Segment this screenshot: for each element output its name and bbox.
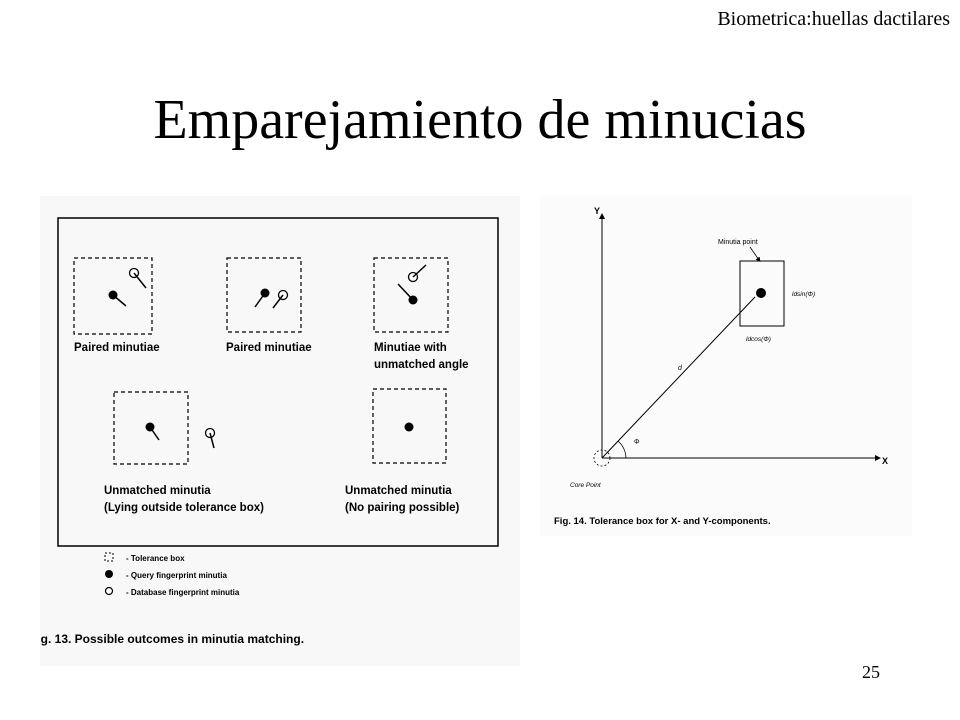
label-unmatched-angle-2: unmatched angle [374,359,469,371]
figure-13-drawing [40,196,520,666]
minutia-point-label: Minutia point [718,239,758,246]
label-outside-1: Unmatched minutia [104,485,211,497]
core-point-label: Core Point [570,482,601,489]
phi-label: Φ [634,439,640,446]
legend-database: - Database fingerprint minutia [126,588,240,597]
legend-query: - Query fingerprint minutia [126,571,227,580]
fig13-caption: Fig. 13. Possible outcomes in minutia matching. [40,632,305,646]
dsin-label: ldsin(Φ) [792,291,816,298]
fig14-caption: Fig. 14. Tolerance box for X- and Y-components. [554,516,771,527]
legend-query-icon [105,570,113,578]
slide-title: Emparejamiento de minucias [153,89,807,151]
header-subject: Biometrica:huellas dactilares [717,8,950,30]
d-label: d [678,365,682,372]
dcos-label: ldcos(Φ) [746,336,771,343]
label-paired-2: Paired minutiae [226,342,312,354]
angle-arc [618,441,626,458]
legend-tolerance-box-icon [105,553,113,561]
page-number: 25 [862,662,880,682]
label-outside-2: (Lying outside tolerance box) [104,502,264,514]
label-paired-1: Paired minutiae [74,342,160,354]
legend-tolerance-box: - Tolerance box [126,554,185,563]
figure-14 [540,196,912,536]
figure-14-drawing [540,196,912,536]
tolerance-box [374,258,448,332]
legend-database-icon [106,588,113,595]
label-nopair-1: Unmatched minutia [345,485,452,497]
label-unmatched-angle-1: Minutiae with [374,342,447,354]
figure-13 [40,196,520,666]
y-axis-label: Y [594,206,601,216]
query-minutia [405,423,414,432]
distance-line [602,297,755,458]
label-nopair-2: (No pairing possible) [345,502,460,514]
minutia-point [756,288,766,298]
x-axis-label: X [882,456,889,466]
